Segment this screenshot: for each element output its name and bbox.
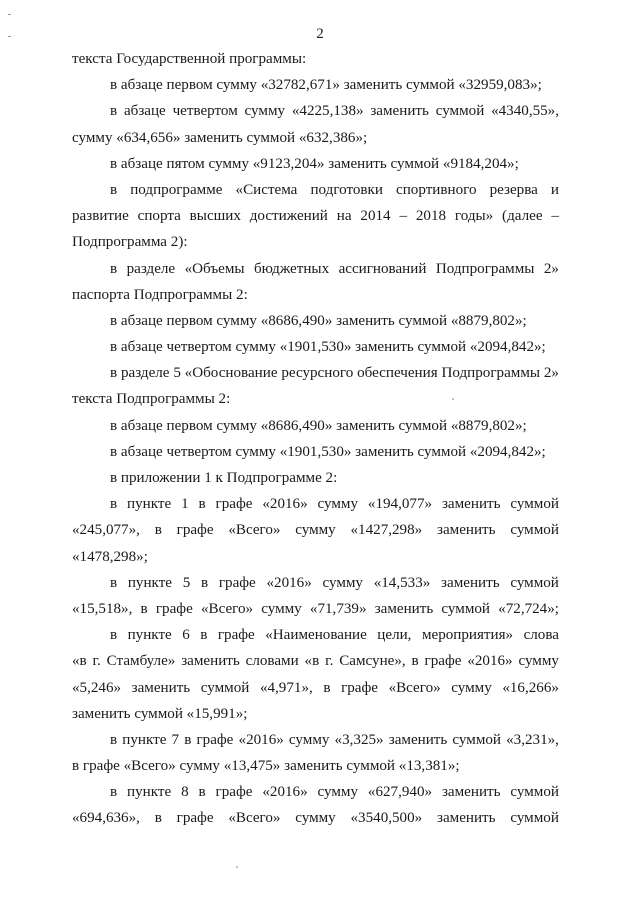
scan-speck — [236, 866, 238, 868]
word: «2016» — [266, 574, 312, 591]
word: в — [200, 574, 209, 591]
word: пункте — [122, 731, 167, 748]
text-line — [72, 805, 559, 831]
word: «4,971», — [259, 679, 313, 696]
word: заменить — [181, 653, 240, 670]
word: ресурсного — [281, 365, 354, 382]
word: – — [551, 208, 559, 225]
word: в — [198, 784, 206, 801]
word: четвертом — [172, 103, 238, 120]
word: в — [140, 600, 148, 617]
text-line: в абзаце четвертом сумму «1901,530» заменить суммой «2094,842»; — [110, 443, 546, 460]
text-line: сумму «634,656» заменить суммой «632,386»; — [72, 129, 368, 146]
word: подготовки — [310, 181, 383, 198]
word: в — [154, 810, 162, 827]
word: в — [323, 679, 331, 696]
word: суммой — [435, 103, 485, 120]
word: словами — [245, 653, 299, 670]
word: цели, — [377, 627, 412, 644]
word: Стамбуле» — [106, 653, 176, 670]
word: обеспечения — [357, 365, 438, 382]
text-line: заменить суммой «15,991»; — [72, 705, 248, 722]
text-line — [72, 779, 559, 805]
word: «в — [72, 653, 87, 670]
word: спортивного — [396, 181, 477, 198]
text-line — [72, 360, 559, 386]
word: графе — [341, 679, 378, 696]
text-line: в абзаце пятом сумму «9123,204» заменить суммой «9184,204»; — [110, 155, 519, 172]
word: г. — [325, 653, 334, 670]
word: графе — [176, 522, 214, 539]
word: Подпрограммы — [435, 260, 535, 277]
word: графе — [217, 627, 255, 644]
word: пункте — [127, 627, 172, 644]
text-line — [72, 622, 559, 648]
word: в — [110, 181, 118, 198]
word: суммой — [510, 784, 559, 801]
word: заменить — [441, 784, 501, 801]
word: 8 — [181, 784, 189, 801]
text-line: в приложении 1 к Подпрограмме 2: — [110, 470, 338, 486]
text-line — [72, 648, 559, 674]
word: «694,636», — [72, 810, 140, 827]
word: заменить — [436, 522, 496, 539]
text-line: текста Государственной программы: — [72, 51, 307, 67]
word: «5,246» — [72, 679, 122, 696]
word: «2016» — [262, 496, 308, 513]
word: графе — [215, 496, 253, 513]
word: в — [184, 731, 192, 748]
word: годы» — [454, 208, 494, 225]
word: «15,518», — [72, 600, 133, 617]
word: сумму — [295, 810, 336, 827]
text-line: в абзаце первом сумму «32782,671» заменить суммой «32959,083»; — [110, 77, 542, 94]
text-line — [72, 98, 559, 124]
word: в — [110, 574, 118, 591]
word: графе — [215, 784, 253, 801]
text-line: Подпрограмма 2): — [72, 234, 188, 251]
word: в — [110, 260, 118, 277]
text-line: «1478,298»; — [72, 548, 148, 565]
word: заменить — [388, 731, 448, 748]
word: «2016» — [238, 731, 284, 748]
word: суммой — [510, 574, 559, 591]
page-number: 2 — [316, 26, 324, 42]
word: «Система — [235, 181, 298, 198]
word: графе — [218, 574, 256, 591]
text-line — [72, 491, 559, 517]
word: г. — [92, 653, 101, 670]
word: заменить — [374, 600, 434, 617]
word: 2» — [543, 260, 559, 277]
word: и — [550, 181, 559, 198]
text-line: паспорта Подпрограммы 2: — [72, 286, 248, 303]
word: пункте — [127, 574, 172, 591]
word: «16,266» — [502, 679, 559, 696]
word: «в — [304, 653, 320, 670]
text-line — [72, 675, 559, 701]
word: 6 — [182, 627, 190, 644]
word: бюджетных — [253, 260, 330, 277]
word: сумму — [288, 731, 330, 748]
word: в — [110, 496, 118, 513]
word: 5 — [173, 365, 181, 382]
word: «2016» — [467, 653, 513, 670]
word: сумму — [322, 574, 363, 591]
text-line: в графе «Всего» сумму «13,475» заменить суммой «13,381»; — [72, 758, 460, 775]
word: 1 — [181, 496, 189, 513]
word: (далее — [502, 208, 543, 225]
text-line — [72, 203, 559, 229]
word: заменить — [441, 496, 501, 513]
word: сумму — [295, 522, 336, 539]
word: на — [336, 208, 352, 225]
word: 2018 — [415, 208, 447, 225]
word: абзаце — [123, 103, 166, 120]
word: «3,231», — [506, 731, 559, 748]
text-line — [72, 570, 559, 596]
word: «72,724»; — [498, 600, 559, 617]
word: в — [110, 103, 118, 120]
word: заменить — [370, 103, 429, 120]
word: в — [110, 784, 118, 801]
word: разделе — [120, 365, 170, 382]
word: «3540,500» — [350, 810, 423, 827]
word: «Всего» — [388, 679, 441, 696]
word: суммой — [510, 522, 559, 539]
word: Самсуне», — [339, 653, 406, 670]
word: «627,940» — [367, 784, 433, 801]
text-line: в абзаце первом сумму «8686,490» заменить суммой «8879,802»; — [110, 312, 527, 329]
word: достижений — [249, 208, 328, 225]
word: «Всего» — [228, 522, 281, 539]
word: «194,077» — [367, 496, 433, 513]
text-line — [72, 517, 559, 543]
word: графе — [424, 653, 462, 670]
text-line — [72, 727, 559, 753]
word: суммой — [452, 731, 501, 748]
word: «Обоснование — [184, 365, 278, 382]
text-line — [72, 596, 559, 622]
word: разделе — [126, 260, 176, 277]
word: «Наименование — [265, 627, 367, 644]
word: в — [411, 653, 419, 670]
word: заменить — [436, 810, 496, 827]
document-body — [72, 46, 559, 832]
word: в — [110, 627, 118, 644]
text-line: в абзаце первом сумму «8686,490» заменить суммой «8879,802»; — [110, 417, 527, 434]
text-line: текста Подпрограммы 2: — [72, 391, 231, 408]
word: суммой — [441, 600, 490, 617]
word: суммой — [200, 679, 250, 696]
word: «Всего» — [200, 600, 254, 617]
word: сумму — [317, 784, 359, 801]
word: сумму — [244, 103, 286, 120]
word: «14,533» — [373, 574, 431, 591]
text-line: в абзаце четвертом сумму «1901,530» заменить суммой «2094,842»; — [110, 339, 546, 356]
word: развитие — [72, 208, 129, 225]
word: графе — [155, 600, 193, 617]
word: сумму — [261, 600, 302, 617]
word: суммой — [510, 810, 559, 827]
word: суммой — [510, 496, 559, 513]
word: в — [154, 522, 162, 539]
word: пункте — [127, 784, 172, 801]
word: ассигнований — [338, 260, 427, 277]
word: резерва — [489, 181, 538, 198]
word: сумму — [518, 653, 559, 670]
word: пункте — [127, 496, 172, 513]
word: слова — [523, 627, 559, 644]
word: в — [110, 731, 118, 748]
word: «4225,138» — [291, 103, 364, 120]
word: Подпрограммы — [441, 365, 541, 382]
word: «3,325» — [334, 731, 384, 748]
scan-mark — [8, 14, 11, 15]
word: графе — [176, 810, 214, 827]
word: «245,077», — [72, 522, 140, 539]
word: сумму — [451, 679, 492, 696]
word: заменить — [441, 574, 500, 591]
word: высших — [189, 208, 241, 225]
word: в — [200, 627, 208, 644]
word: заменить — [131, 679, 191, 696]
word: «Объемы — [184, 260, 245, 277]
word: сумму — [317, 496, 359, 513]
text-line — [72, 256, 559, 282]
word: мероприятия» — [421, 627, 514, 644]
word: 5 — [182, 574, 191, 591]
word: графе — [196, 731, 234, 748]
word: 2014 — [360, 208, 391, 225]
word: «Всего» — [228, 810, 281, 827]
word: подпрограмме — [130, 181, 223, 198]
word: «1427,298» — [350, 522, 423, 539]
word: спорта — [137, 208, 181, 225]
word: «2016» — [262, 784, 308, 801]
text-line — [72, 177, 559, 203]
word: «71,739» — [309, 600, 367, 617]
word: в — [110, 365, 118, 382]
word: «4340,55», — [491, 103, 559, 120]
word: 2» — [543, 365, 559, 382]
word: 7 — [171, 731, 180, 748]
word: в — [198, 496, 206, 513]
word: – — [399, 208, 407, 225]
